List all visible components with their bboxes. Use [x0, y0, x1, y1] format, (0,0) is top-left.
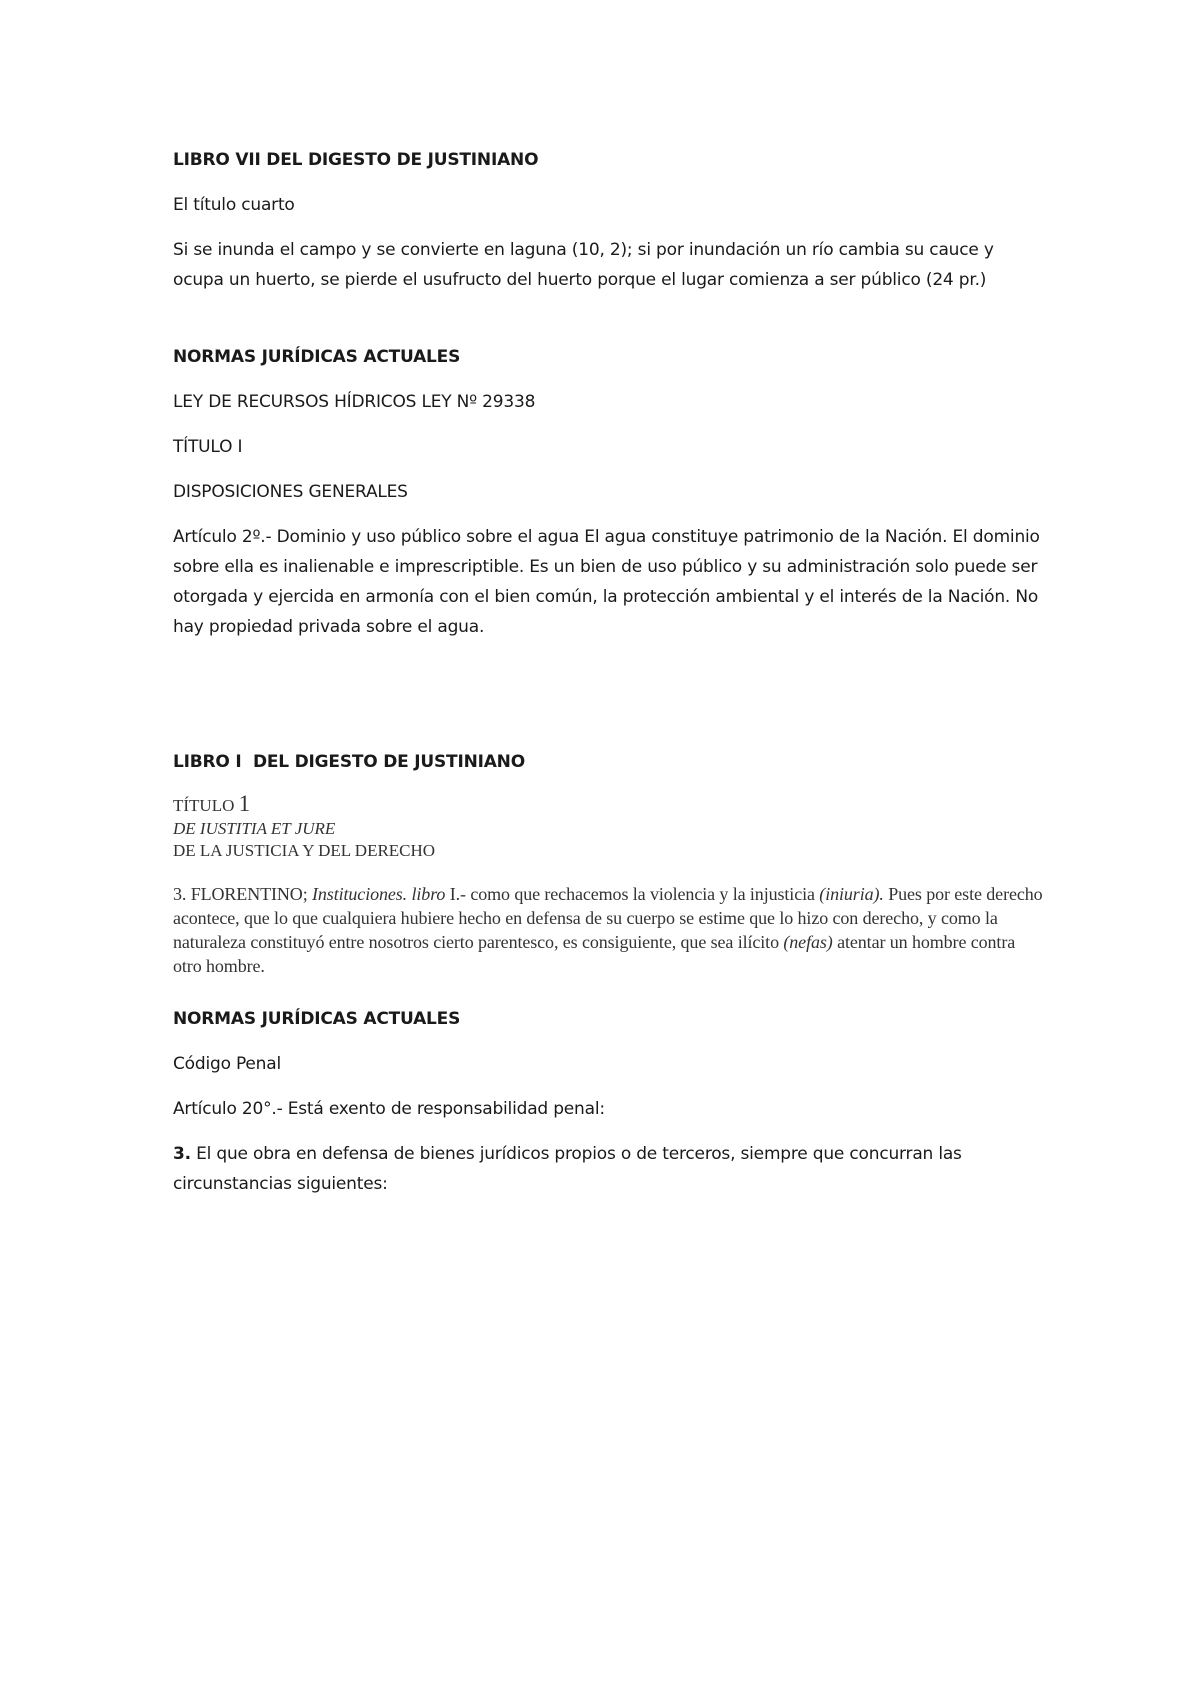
spanish-title: DE LA JUSTICIA Y DEL DERECHO — [173, 841, 436, 860]
titulo-line — [173, 792, 1043, 818]
section2-title: TÍTULO I — [173, 437, 243, 457]
section4-item — [173, 1139, 1043, 1199]
para-italic-2: (iniuria). — [819, 884, 884, 904]
section1-paragraph: Si se inunda el campo y se convierte en laguna (10, 2); si por inundación un río cambia su cauce y ocupa un huerto, se pierde el usufructo del huerto porque el lugar comienza a ser público (24 pr.) — [173, 240, 994, 290]
para-italic-1: Instituciones. libro — [312, 884, 450, 904]
item-number: 3. — [173, 1144, 191, 1164]
section4-article: Artículo 20°.- Está exento de responsabilidad penal: — [173, 1099, 605, 1119]
section4-heading: NORMAS JURÍDICAS ACTUALES — [173, 1009, 461, 1029]
para-end: atentar un hombre contra otro hombre. — [173, 932, 1016, 976]
para-mid-1: I.- como que rechacemos la violencia y la injusticia — [449, 884, 820, 904]
florentino-paragraph — [173, 882, 1043, 978]
document-body — [173, 145, 1043, 1214]
section2-paragraph: Artículo 2º.- Dominio y uso público sobre el agua El agua constituye patrimonio de la Nación. El dominio sobre ella es inalienable e imprescriptible. Es un bien de uso público y su administración solo puede ser otorgada y ejercida en armonía con el bien común, la protección ambiental y el interés de la Nación. No hay propiedad privada sobre el agua. — [173, 527, 1040, 637]
para-italic-3: (nefas) — [783, 932, 833, 952]
titulo-block — [173, 792, 1043, 978]
section2-subtitle: DISPOSICIONES GENERALES — [173, 482, 408, 502]
section4-code: Código Penal — [173, 1054, 282, 1074]
spacer — [173, 310, 1043, 342]
titulo-number: 1 — [238, 791, 251, 816]
section1-heading: LIBRO VII DEL DIGESTO DE JUSTINIANO — [173, 150, 539, 170]
section2-heading: NORMAS JURÍDICAS ACTUALES — [173, 347, 461, 367]
titulo-word: TÍTULO — [173, 796, 235, 815]
para-mid-2: Pues por este derecho acontece, que lo que cualquiera hubiere hecho en defensa de su cuerpo se estime que lo hizo con derecho, y como la naturaleza constituyó entre nosotros cierto parentesco, es consiguiente, que sea ilícito — [173, 884, 1043, 952]
section1-subtitle: El título cuarto — [173, 195, 295, 215]
spacer — [173, 657, 1043, 747]
item-text: El que obra en defensa de bienes jurídicos propios o de terceros, siempre que concurran las circunstancias siguientes: — [173, 1144, 962, 1194]
section2-law: LEY DE RECURSOS HÍDRICOS LEY Nº 29338 — [173, 392, 536, 412]
latin-title: DE IUSTITIA ET JURE — [173, 819, 336, 838]
para-start: 3. FLORENTINO; — [173, 884, 312, 904]
section3-heading: LIBRO I DEL DIGESTO DE JUSTINIANO — [173, 752, 525, 772]
